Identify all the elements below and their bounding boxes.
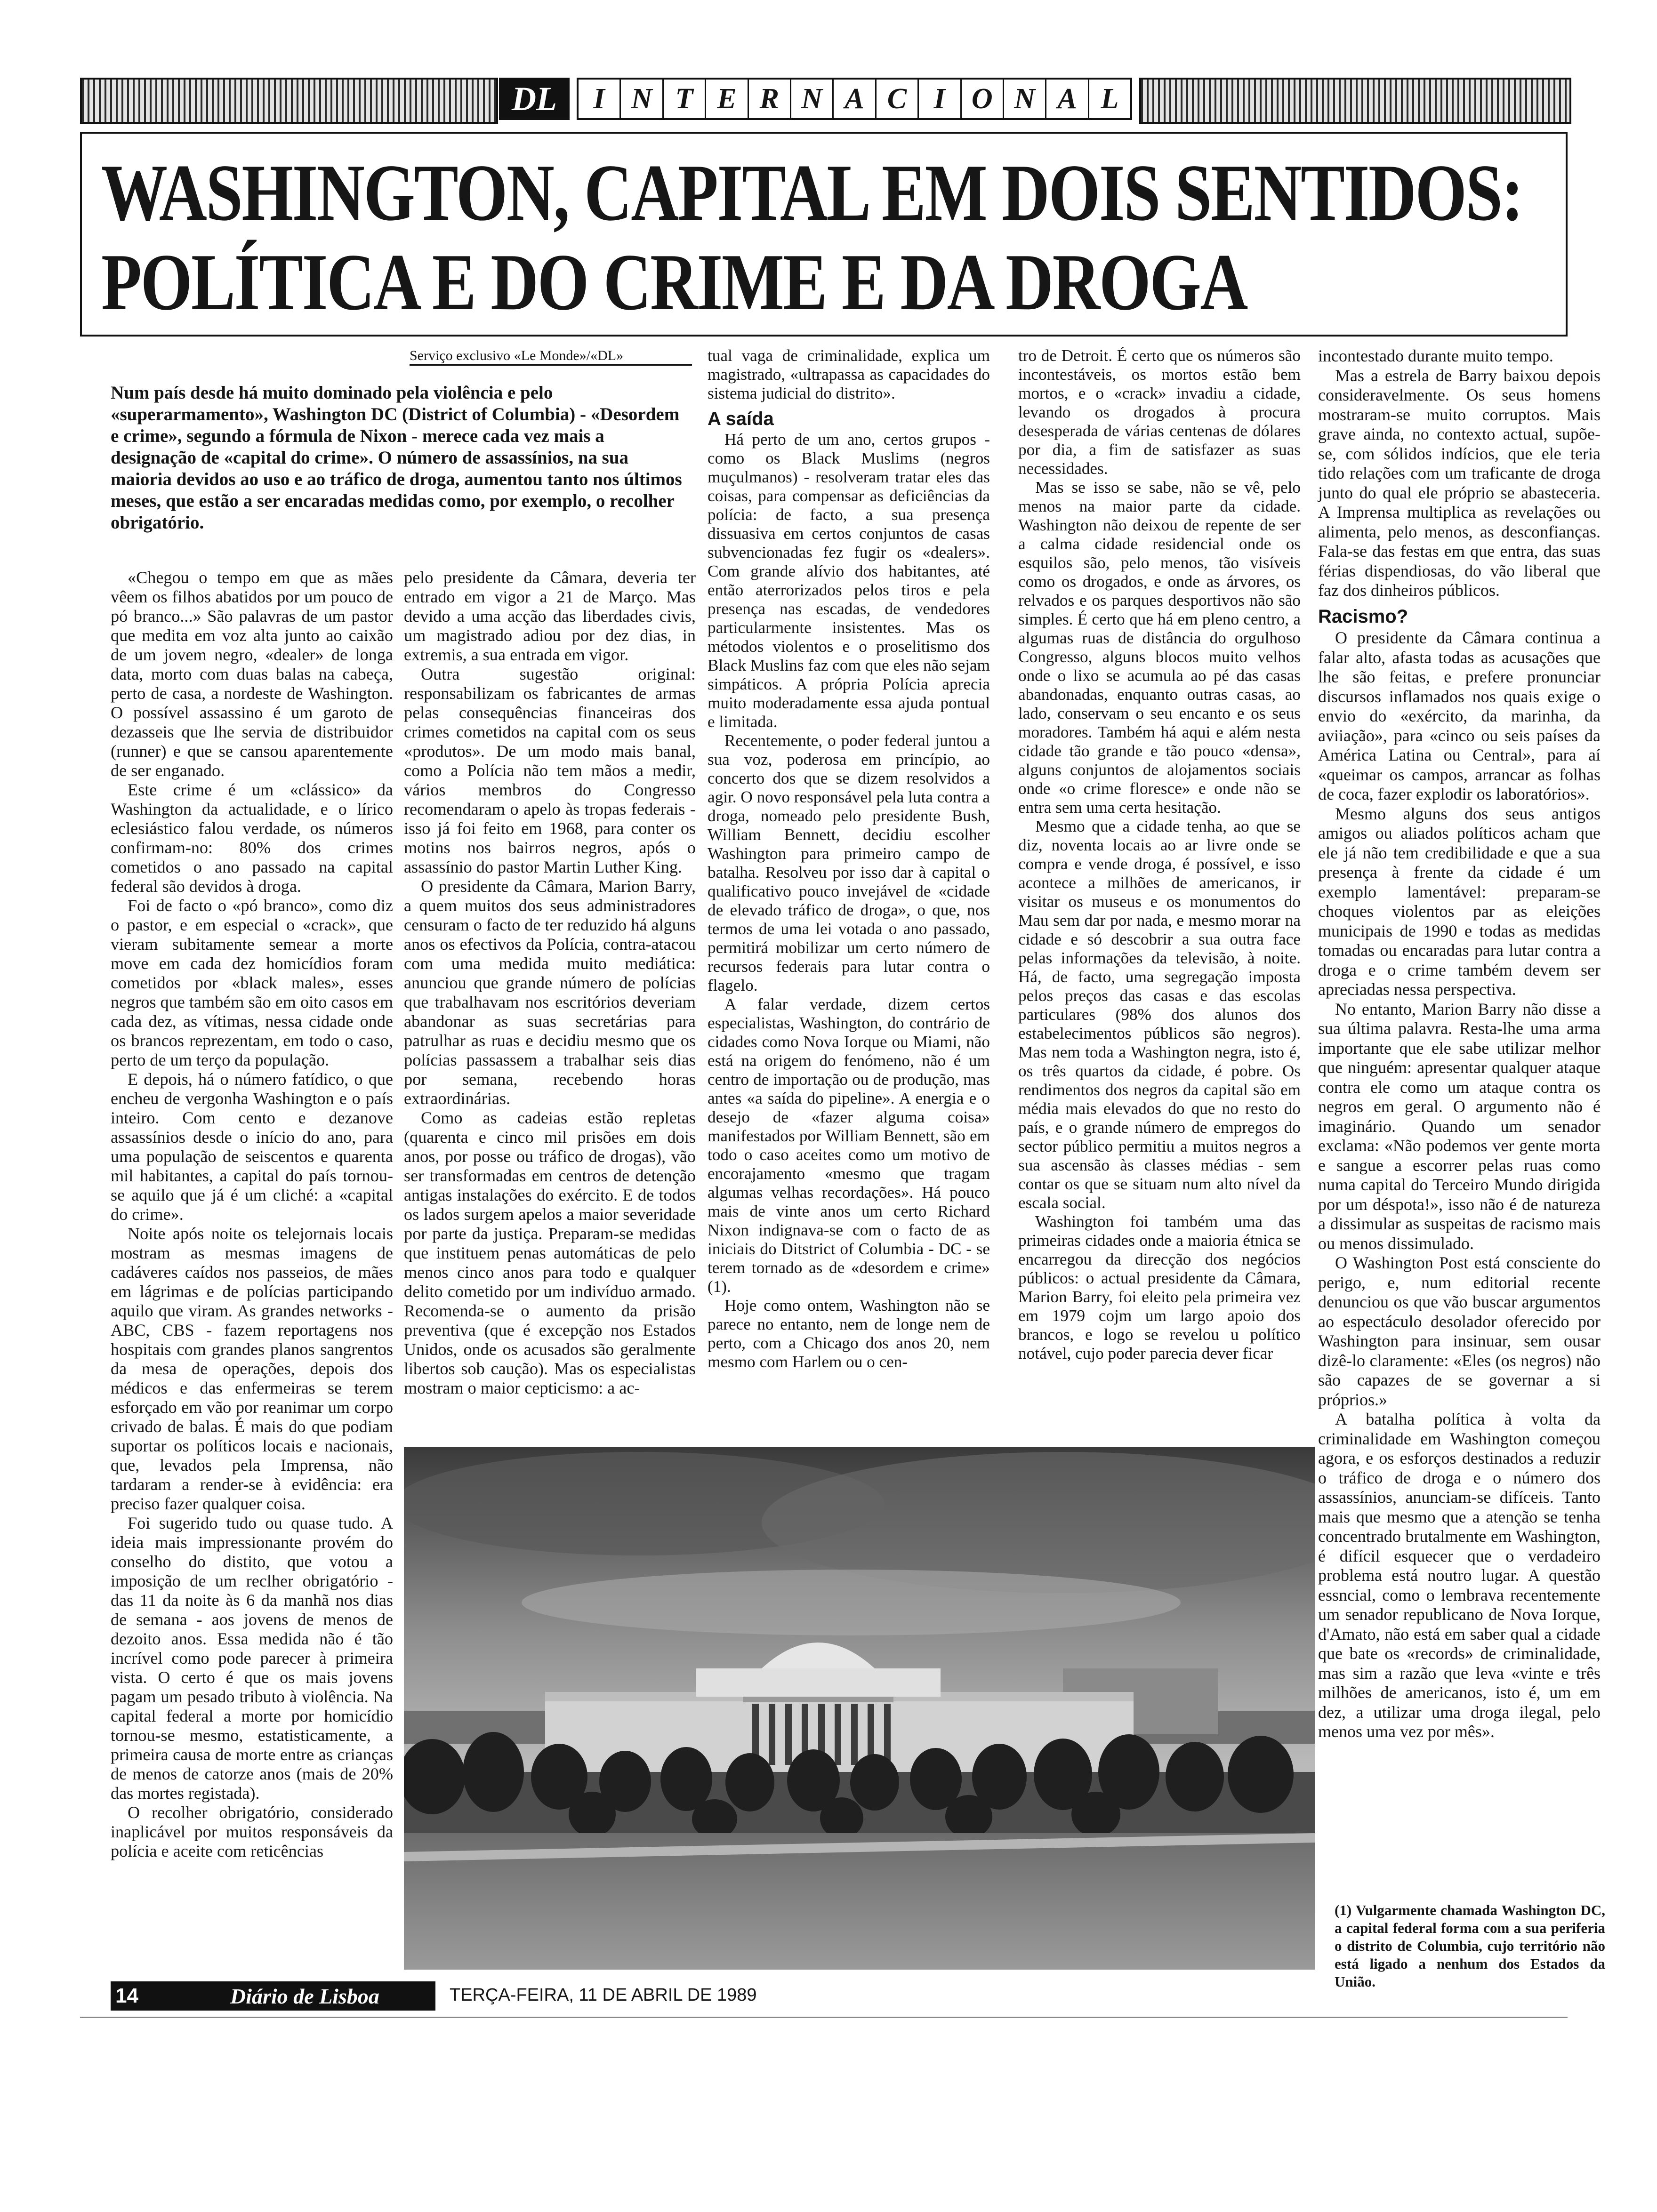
paragraph: Recentemente, o poder federal juntou a sua voz, poderosa em princípio, ao concerto dos que se dizem resolvidos a agir. O novo responsável pela luta contra a droga, nomeado pelo presidente Bush, William Bennett, decidiu escolher Washington para primeiro campo de batalha. Resolveu por isso dar à capital o qualificativo pouco invejável de «cidade de elevado tráfico de droga», o que, nos termos de uma lei votada o ano passado, permitirá mobilizar um certo número de recursos federais para lutar contra o flagelo. (708, 731, 990, 994)
paragraph: Foi sugerido tudo ou quase tudo. A ideia mais impressionante provém do conselho do distito, que votou a imposição de um reclher obrigatório - das 11 da noite às 6 da manhã nos dias de semana - aos jovens de menos de dezoito anos. Essa medida não é tão incrível como pode parecer à primeira vista. O certo é que os mais jovens pagam um pesado tributo à violência. Na capital federal a morte por homicídio tornou-se mesmo, estatisticamente, a primeira causa de morte entre as crianças de menos de catorze anos (mais de 20% das mortes registada). (111, 1514, 393, 1803)
article-column-5 (1318, 346, 1601, 1742)
paragraph: tual vaga de criminalidade, explica um magistrado, «ultrapassa as capacidades do sistema judicial do distrito». (708, 346, 990, 402)
paragraph: O recolher obrigatório, considerado inaplicável por muitos responsáveis da polícia e aceite com reticências (111, 1803, 393, 1860)
section-title-letter: L (1088, 80, 1130, 118)
section-title (577, 78, 1132, 120)
section-title-letter: C (875, 80, 917, 118)
headline-line-1: WASHINGTON, CAPITAL EM DOIS SENTIDOS: (101, 148, 1523, 238)
article-lede: Num país desde há muito dominado pela violência e pelo «superarmamento», Washington DC (District of Columbia) - «Desordem e crime», segundo a fórmula de Nixon - merece cada vez mais a designação de «capital do crime». O número de assassínios, na sua maioria devidos ao uso e ao tráfico de droga, aumentou tanto nos últimos meses, que estão a ser encaradas medidas como, por exemplo, o recolher obrigatório. (111, 383, 682, 533)
logo-text: DL (512, 80, 557, 118)
paragraph: A batalha política à volta da criminalidade em Washington começou agora, e os esforços destinados a reduzir o tráfico de droga e o número dos assassínios, anunciam-se difíceis. Tanto mais que mesmo que a atenção se tenha concentrado brutalmente em Washington, é difícil esquecer que o verdadeiro problema está noutro lugar. A questão essncial, como o lembrava recentemente um senador republicano de Nova Iorque, d'Amato, não está em saber qual a cidade que bate os «records» de criminalidade, mas sim a razão que leva «vinte e três milhões de americanos, isto é, um em dez, a utilizar uma droga ilegal, pelo menos uma vez por mês». (1318, 1410, 1601, 1741)
page-number-box (111, 1981, 174, 2011)
paragraph: Hoje como ontem, Washington não se parece no entanto, nem de longe nem de perto, com a Chicago dos anos 20, nem mesmo com Harlem ou o cen- (708, 1296, 990, 1371)
byline-credit: Serviço exclusivo «Le Monde»/«DL» (410, 347, 692, 366)
section-title-letter: N (790, 80, 832, 118)
section-banner-left (80, 78, 498, 124)
paragraph: No entanto, Marion Barry não disse a sua última palavra. Resta-lhe uma arma importante que ele sabe utilizar melhor que ninguém: apresentar qualquer ataque contra ele como um ataque contra os negros em geral. O argumento não é imaginário. Quando um senador exclama: «Não podemos ver gente morta e sangue a escorrer pelas ruas como numa capital do Terceiro Mundo dirigida por um déspota!», isso não é de natureza a dissimular as suspeitas de racismo mais ou menos dissimulado. (1318, 999, 1601, 1253)
paragraph: Como as cadeias estão repletas (quarenta e cinco mil prisões em dois anos, por posse ou tráfico de drogas), vão ser transformadas em centros de detenção antigas instalações do exército. E de todos os lados surgem apelos a maior severidade por parte da justiça. Preparam-se medidas que instituem penas automáticas de pelo menos cinco anos para todo e qualquer delito cometido por um indivíduo armado. Recomenda-se o aumento da prisão preventiva (que é excepção nos Estados Unidos, onde os acusados são geralmente libertos sob caução). Mas os especialistas mostram o maior cepticismo: a ac- (404, 1108, 696, 1397)
footer-paper-box (174, 1981, 435, 2011)
paragraph: E depois, há o número fatídico, o que encheu de vergonha Washington e o país inteiro. Com cento e dezanove assassínios desde o início do ano, para uma população de seiscentos e quarenta mil habitantes, a capital do país tornou-se aquilo que já é um cliché: a «capital do crime». (111, 1070, 393, 1224)
footer-paper-name: Diário de Lisboa (230, 1984, 379, 2008)
paragraph: pelo presidente da Câmara, deveria ter entrado em vigor a 21 de Março. Mas devido a uma acção das liberdades civis, um magistrado adiou por dez dias, in extremis, a sua entrada em vigor. (404, 568, 696, 664)
section-title-letter: O (960, 80, 1003, 118)
subheading: A saída (708, 409, 774, 429)
article-column-3 (708, 346, 990, 1371)
footnote: (1) Vulgarmente chamada Washington DC, a capital federal forma com a sua periferia o distrito de Columbia, cujo território não está ligado a nenhum dos Estados da União. (1335, 1902, 1605, 1990)
paragraph: Outra sugestão original: responsabilizam os fabricantes de armas pelas consequências financeiras dos crimes cometidos na capital com os seus «produtos». De um modo mais banal, como a Polícia não tem mãos a medir, vários membros do Congresso recomendaram o apelo às tropas federais - isso já foi feito em 1968, para conter os motins nos bairros negros, após o assassínio do pastor Martin Luther King. (404, 665, 696, 876)
paragraph: Noite após noite os telejornais locais mostram as mesmas imagens de cadáveres caídos nos passeios, de mães em lágrimas e de polícias participando aquilo que viram. As grandes networks - ABC, CBS - fazem reportagens nos hospitais com grandes planos sangrentos da mesa de operações, depois dos médicos e das enfermeiras se terem esforçado em vão por reanimar um corpo crivado de balas. É mais do que podiam suportar os políticos locais e nacionais, que, levados pela Imprensa, não tardaram a render-se à evidência: era preciso fazer qualquer coisa. (111, 1224, 393, 1513)
subheading: Racismo? (1318, 606, 1408, 627)
paragraph: Foi de facto o «pó branco», como diz o pastor, e em especial o «crack», que vieram subitamente semear a morte move em cada dez homicídios foram cometidos por «black males», esses negros que também são em oito casos em cada dez, as vítimas, nessa cidade onde os brancos reprezentam, em todo o caso, perto de um terço da população. (111, 896, 393, 1069)
section-title-letter: I (917, 80, 960, 118)
paragraph: Mesmo alguns dos seus antigos amigos ou aliados políticos acham que ele já não tem credibilidade e que a sua presença à frente da cidade é um exemplo lamentável: preparam-se choques violentos par as eleições municipais de 1990 e todas as medidas tomadas ou encaradas para lutar contra a droga e o crime também devem ser apreciadas nessa perspectiva. (1318, 804, 1601, 999)
footer-rule (80, 2017, 1568, 2018)
newspaper-logo (499, 78, 570, 120)
paragraph: O Washington Post está consciente do perigo, e, num editorial recente denunciou os que vão buscar argumentos ao espectáculo desolador oferecido por Washington para insinuar, sem ousar dizê-lo claramente: «Eles (os negros) não são capazes de se governar a si próprios.» (1318, 1253, 1601, 1409)
headline-line-2: POLÍTICA E DO CRIME E DA DROGA (101, 238, 1247, 327)
paragraph: Este crime é um «clássico» da Washington da actualidade, e o lírico eclesiástico falou verdade, os números confirmam-no: 80% dos crimes cometidos o ano passado na capital federal são devidos à droga. (111, 780, 393, 896)
paragraph: Mesmo que a cidade tenha, ao que se diz, noventa locais ao ar livre onde se compra e vende droga, é possível, e isso acontece a milhões de americanos, ir visitar os museus e os monumentos do Mau sem dar por nada, e mesmo morar na cidade e só descobrir a sua outra face pelas informações da televisão, à noite. Há, de facto, uma segregação imposta pelos preços das casas e das escolas particulares (98% dos alunos dos estabelecimentos públicos são negros). Mas nem toda a Washington negra, isto é, os três quartos da cidade, é pobre. Os rendimentos dos negros da capital são em média mais elevados do que no resto do país, e o grande número de empregos do sector público permitiu a muitos negros a sua ascensão às classes médias - sem contar os que se situam num alto nível da escala social. (1018, 817, 1301, 1212)
section-title-letter: N (619, 80, 662, 118)
section-title-letter: I (593, 82, 605, 115)
section-title-letter: A (1045, 80, 1087, 118)
article-column-4 (1018, 346, 1301, 1363)
paragraph: O presidente da Câmara, Marion Barry, a quem muitos dos seus administradores censuram o facto de ter reduzido há alguns anos os efectivos da Polícia, contra-atacou com uma medida muito mediática: anunciou que grande número de polícias que trabalhavam nos escritórios deveriam abandonar as suas secretárias para patrulhar as ruas e decidiu mesmo que os polícias passassem a trabalhar seis dias por semana, recebendo horas extraordinárias. (404, 877, 696, 1108)
paragraph: «Chegou o tempo em que as mães vêem os filhos abatidos por um pouco de pó branco...» São palavras de um pastor que medita em voz alta junto ao caixão de um jovem negro, «dealer» de longa data, morto com duas balas na cabeça, perto de casa, a nordeste de Washington. O possível assassino é um garoto de dezasseis que lhe servia de distribuidor (runner) e que se cansou aparentemente de ser enganado. (111, 568, 393, 780)
section-title-letter: N (1003, 80, 1045, 118)
section-title-letter: A (832, 80, 875, 118)
photo-washington-building (404, 1447, 1315, 1970)
paragraph: Há perto de um ano, certos grupos - como os Black Muslims (negros muçulmanos) - resolveram tratar eles das coisas, para compensar as deficiências da polícia: de facto, a sua presença dissuasiva em certos conjuntos de casas subvencionadas fez fugir os «dealers». Com grande alívio dos habitantes, até então aterrorizados pelos tiros e pela presença nas escadas, de vendedores particularmente insistentes. Mas os métodos violentos e o proselitismo dos Black Muslins faz com que eles não sejam simpáticos. A própria Polícia aprecia muito moderadamente essa ajuda pontual e limitada. (708, 430, 990, 731)
section-title-letter: E (705, 80, 747, 118)
footer-date: TERÇA-FEIRA, 11 DE ABRIL DE 1989 (450, 1985, 757, 2005)
section-title-letter: T (662, 80, 705, 118)
page-number: 14 (115, 1984, 138, 2007)
paragraph: A falar verdade, dizem certos especialistas, Washington, do contrário de cidades como Nova Iorque ou Miami, não está na origem do fenómeno, não é um centro de importação ou de produção, mas antes «a saída do pipeline». A energia e o desejo de «fazer alguma coisa» manifestados por William Bennett, são em todo o caso aceites como um motivo de encorajamento «mesmo que tragam algumas velhas recordações». Há pouco mais de vinte anos um certo Richard Nixon indignava-se com o facto de as iniciais do Ditstrict of Columbia - DC - se terem tornado as de «desordem e crime» (1). (708, 995, 990, 1296)
paragraph: Mas se isso se sabe, não se vê, pelo menos na maior parte da cidade. Washington não deixou de repente de ser a calma cidade residencial onde os esquilos são, pelo menos, tão visíveis como os drogados, e onde as árvores, os relvados e os parques desportivos não são simples. É certo que há em pleno centro, a algumas ruas de distância do orgulhoso Congresso, alguns blocos muito velhos onde o lixo se acumula ao pé das casas abandonadas, enquanto outras casas, ao lado, conservam o seu encanto e os seus moradores. Também há aqui e além nesta cidade tão grande e tão pouco «densa», alguns conjuntos de alojamentos sociais onde «o crime floresce» e onde não se entra sem uma certa hesitação. (1018, 478, 1301, 817)
paragraph: tro de Detroit. É certo que os números são incontestáveis, os mortos estão bem mortos, e o «crack» invadiu a cidade, levando os drogados à procura desesperada de várias centenas de dólares por dia, a fim de satisfazer as suas necessidades. (1018, 346, 1301, 478)
paragraph: Washington foi também uma das primeiras cidades onde a maioria étnica se encarregou da direcção dos negócios públicos: o actual presidente da Câmara, Marion Barry, foi eleito pela primeira vez em 1979 cojm um largo apoio dos brancos, e logo se revelou u político notável, cujo poder parecia dever ficar (1018, 1212, 1301, 1362)
article-column-2 (404, 568, 696, 1398)
photo-image (404, 1447, 1315, 1970)
paragraph: O presidente da Câmara continua a falar alto, afasta todas as acusações que lhe são feitas, e prefere pronunciar discursos inflamados nos quais exige o envio do «exército, da marinha, da aviiação», para «cinco ou seis países da América Latina ou Central», para aí «queimar os campos, arrancar as folhas de coca, fazer explodir os laboratórios». (1318, 628, 1601, 803)
article-column-1 (111, 568, 393, 1861)
section-banner-right (1139, 78, 1571, 124)
paragraph: Mas a estrela de Barry baixou depois consideravelmente. Os seus homens mostraram-se muito corruptos. Mais grave ainda, no contexto actual, supõe-se, com sólidos indícios, que ele teria tido relações com um traficante de droga junto do qual ele próprio se abasteceria. A Imprensa multiplica as revelações ou alimenta, pelo menos, as desconfianças. Fala-se das festas em que entra, das suas férias dispendiosas, do vão liberal que faz dos dinheiros públicos. (1318, 366, 1601, 600)
paragraph: incontestado durante muito tempo. (1318, 346, 1553, 365)
section-title-letter: R (748, 80, 790, 118)
